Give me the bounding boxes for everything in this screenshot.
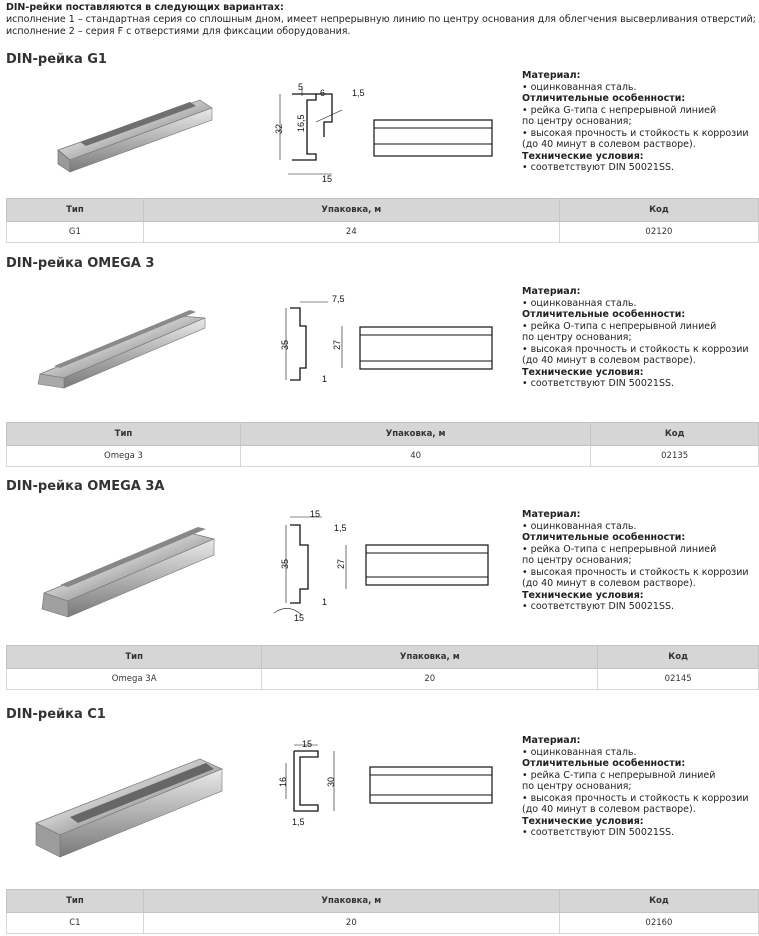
feature-line: по центру основания;	[522, 116, 632, 127]
tech-label: Технические условия:	[522, 150, 644, 162]
dim-label: 30	[326, 776, 336, 787]
feature-line: по центру основания;	[522, 555, 632, 566]
header-pack: Упаковка, м	[240, 423, 590, 446]
section-title: DIN-рейка OMEGA 3	[6, 256, 155, 271]
dim-label: 16	[278, 776, 288, 787]
dim-label: 7,5	[332, 294, 345, 304]
header-type: Тип	[7, 423, 241, 446]
dim-label: 16,5	[296, 114, 306, 132]
table-header-row	[7, 646, 759, 669]
tech-value: • соответствуют DIN 50021SS.	[522, 162, 675, 173]
tech-value: • соответствуют DIN 50021SS.	[522, 378, 675, 389]
features-label: Отличительные особенности:	[522, 758, 686, 769]
spec-description	[522, 735, 758, 839]
feature-line: • высокая прочность и стойкость к коррозии	[522, 792, 749, 804]
feature-line: • высокая прочность и стойкость к коррозии	[522, 343, 749, 355]
cell-type: C1	[7, 913, 144, 934]
profile-drawing	[272, 82, 502, 187]
dim-label: 15	[310, 509, 321, 519]
feature-line: по центру основания;	[522, 332, 632, 343]
header-type: Тип	[7, 199, 144, 222]
material-value: • оцинкованная сталь.	[522, 297, 637, 309]
dim-label: 35	[280, 339, 290, 350]
material-label: Материал:	[522, 70, 581, 81]
material-value: • оцинкованная сталь.	[522, 81, 637, 93]
cell-type: Omega 3	[7, 446, 241, 467]
intro-line-1: исполнение 1 – стандартная серия со сплошным дном, имеет непрерывную линию по центру основания для облегчения высверливания отверстий;	[6, 14, 756, 25]
intro-heading: DIN-рейки поставляются в следующих вариантах:	[6, 2, 284, 13]
feature-line: (до 40 минут в солевом растворе).	[522, 804, 696, 815]
material-label: Материал:	[522, 735, 581, 746]
feature-line: • рейка G-типа с непрерывной линией	[522, 104, 717, 116]
table-row	[7, 669, 759, 690]
dim-label: 1,5	[292, 817, 305, 827]
table-row	[7, 222, 759, 243]
cell-code: 02160	[559, 913, 758, 934]
material-value: • оцинкованная сталь.	[522, 520, 637, 532]
cell-code: 02145	[598, 669, 759, 690]
header-type: Тип	[7, 646, 262, 669]
table-row	[7, 913, 759, 934]
section-title: DIN-рейка C1	[6, 707, 106, 722]
features-label: Отличительные особенности:	[522, 309, 686, 320]
section-title: DIN-рейка G1	[6, 52, 107, 67]
dim-label: 32	[274, 123, 284, 134]
feature-line: • рейка С-типа с непрерывной линией	[522, 769, 716, 781]
cell-pack: 20	[262, 669, 598, 690]
header-pack: Упаковка, м	[143, 199, 559, 222]
intro-line-2: исполнение 2 – серия F с отверстиями для фиксации оборудования.	[6, 26, 351, 37]
dim-label: 1	[322, 374, 328, 384]
spec-table	[6, 645, 759, 690]
features-label: Отличительные особенности:	[522, 93, 686, 104]
dim-label: 1	[322, 597, 328, 607]
cell-pack: 40	[240, 446, 590, 467]
tech-label: Технические условия:	[522, 366, 644, 378]
material-label: Материал:	[522, 286, 581, 297]
cell-pack: 24	[143, 222, 559, 243]
tech-label: Технические условия:	[522, 589, 644, 601]
dim-label: 1,5	[352, 88, 365, 98]
spec-description	[522, 509, 758, 613]
spec-table	[6, 198, 759, 243]
header-code: Код	[559, 890, 758, 913]
features-label: Отличительные особенности:	[522, 532, 686, 543]
feature-line: (до 40 минут в солевом растворе).	[522, 578, 696, 589]
feature-line: • рейка О-типа с непрерывной линией	[522, 543, 717, 555]
dim-label: 27	[332, 339, 342, 350]
dim-label: 15	[322, 174, 333, 184]
rail-photo	[30, 296, 220, 396]
tech-label: Технические условия:	[522, 815, 644, 827]
cell-code: 02120	[559, 222, 758, 243]
table-header-row	[7, 890, 759, 913]
feature-line: • высокая прочность и стойкость к коррозии	[522, 566, 749, 578]
cell-pack: 20	[143, 913, 559, 934]
feature-line: (до 40 минут в солевом растворе).	[522, 139, 696, 150]
header-code: Код	[598, 646, 759, 669]
header-pack: Упаковка, м	[262, 646, 598, 669]
feature-line: • рейка О-типа с непрерывной линией	[522, 320, 717, 332]
spec-table	[6, 422, 759, 467]
cell-type: G1	[7, 222, 144, 243]
feature-line: по центру основания;	[522, 781, 632, 792]
table-header-row	[7, 199, 759, 222]
section-title: DIN-рейка OMEGA 3A	[6, 479, 165, 494]
header-code: Код	[591, 423, 759, 446]
profile-drawing	[272, 739, 502, 834]
dim-label: 15	[294, 613, 305, 623]
feature-line: (до 40 минут в солевом растворе).	[522, 355, 696, 366]
header-pack: Упаковка, м	[143, 890, 559, 913]
dim-label: 1,5	[334, 523, 347, 533]
header-code: Код	[559, 199, 758, 222]
rail-photo	[30, 751, 230, 861]
material-label: Материал:	[522, 509, 581, 520]
profile-drawing	[266, 507, 502, 627]
spec-description	[522, 286, 758, 390]
rail-photo	[30, 80, 220, 180]
table-header-row	[7, 423, 759, 446]
table-row	[7, 446, 759, 467]
dim-label: 27	[336, 558, 346, 569]
header-type: Тип	[7, 890, 144, 913]
spec-table	[6, 889, 759, 934]
intro-text	[6, 2, 756, 38]
rail-photo	[30, 515, 220, 625]
cell-type: Omega 3A	[7, 669, 262, 690]
tech-value: • соответствуют DIN 50021SS.	[522, 827, 675, 838]
feature-line: • высокая прочность и стойкость к коррозии	[522, 127, 749, 139]
material-value: • оцинкованная сталь.	[522, 746, 637, 758]
cell-code: 02135	[591, 446, 759, 467]
dim-label: 15	[302, 739, 313, 749]
tech-value: • соответствуют DIN 50021SS.	[522, 601, 675, 612]
dim-label: 5	[298, 82, 304, 92]
profile-drawing	[272, 294, 502, 394]
spec-description	[522, 70, 758, 174]
dim-label: 6	[320, 88, 326, 98]
dim-label: 35	[280, 558, 290, 569]
